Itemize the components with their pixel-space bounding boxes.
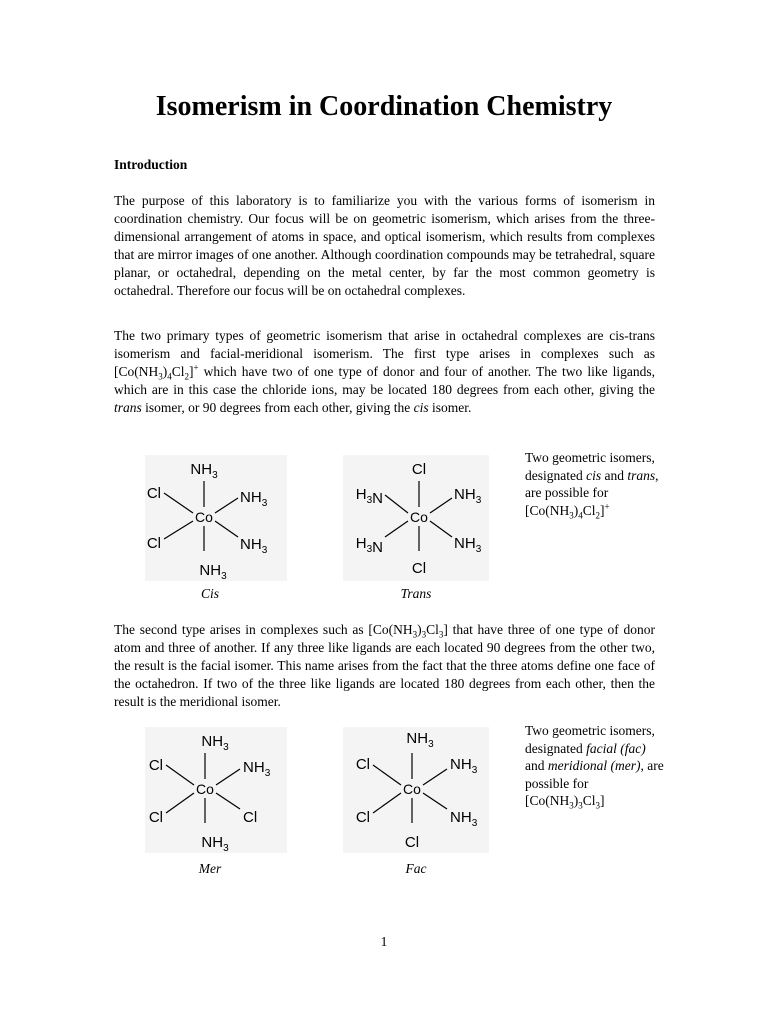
ligand-top: $NH_3$: [406, 730, 434, 750]
p2-text-4: isomer.: [428, 400, 472, 415]
formula-co-nh3-3-cl3: $[Co(NH_3)_3Cl_3]$: [368, 622, 448, 640]
bond-upper-left: [166, 765, 194, 785]
note-term-trans: trans: [627, 467, 656, 483]
metal-center: Co: [196, 781, 214, 797]
formula-co-nh3-4-cl2: $[Co(NH_3)_4Cl_2]^+$: [114, 362, 199, 382]
ligand-upper-right: $NH_3$: [450, 756, 478, 776]
ligand-bottom: $NH_3$: [201, 834, 229, 853]
bond-lower-right: [215, 521, 238, 537]
caption-cis: Cis: [200, 586, 219, 601]
p3-text-2: that have three of one type of donor atom and three of another. If any three like ligands are each located 90 degrees from the other two, the result is the facial isomer. This name arises from the fact that the three atoms define one face of the octahedron. If two of the three like ligands are located 180 degrees from each other, then the result is the meridional isomer.: [114, 622, 655, 709]
ligand-upper-left: $H_3N$: [355, 486, 383, 507]
ligand-top: Cl: [411, 461, 427, 478]
note-formula: $[Co(NH_3)_4Cl_2]^+$: [525, 501, 610, 521]
ligand-lower-right: $NH_3$: [450, 809, 478, 829]
note-formula: $[Co(NH_3)_3Cl_3]$: [525, 793, 605, 811]
note-and: and: [601, 467, 628, 483]
bond-lower-right: [423, 793, 447, 809]
ligand-lower-left: Cl: [146, 535, 161, 552]
mer-diagram: [145, 727, 287, 853]
ligand-lower-left: Cl: [355, 809, 370, 826]
note-and: and: [525, 758, 548, 773]
p2-text-1: The two primary types of geometric isomerism that arise in octahedral complexes are cis-trans isomerism and facial-meridional isomerism. The first type arises in complexes such as: [114, 328, 655, 361]
paragraph-fac-mer: [114, 621, 655, 711]
note-rest: , are possible for: [525, 467, 659, 500]
sidebar-note-cis-trans: [525, 449, 665, 519]
bond-upper-left: [385, 495, 408, 513]
section-heading-introduction: Introduction: [114, 157, 188, 172]
term-cis: cis: [413, 400, 429, 415]
bond-lower-left: [164, 521, 193, 539]
structure-mer: [145, 727, 287, 853]
bond-upper-right: [430, 498, 452, 513]
ligand-bottom: $NH_3$: [199, 562, 227, 581]
paragraph-intro: The purpose of this laboratory is to familiarize you with the various forms of isomerism in coordination chemistry. Our focus will be on geometric isomerism, which arises from the three-dimensional arrangement of atoms in space, and optical isomerism, which results from complexes that are mirror images of one another. Although coordination compounds may be tetrahedral, square planar, or octahedral, depending on the metal center, by far the most common geometry is octahedral. Therefore our focus will be on octahedral complexes.: [114, 193, 655, 298]
p3-text-1: The second type arises in complexes such as: [114, 622, 369, 637]
ligand-lower-right: Cl: [243, 809, 258, 826]
structure-cis: [145, 455, 287, 581]
ligand-lower-right: $NH_3$: [454, 535, 482, 555]
note-term-facial: facial (fac): [586, 740, 646, 756]
trans-diagram: [343, 455, 489, 581]
structure-trans: [343, 455, 489, 581]
ligand-top: $NH_3$: [201, 733, 229, 753]
ligand-lower-right: $NH_3$: [240, 536, 268, 556]
ligand-lower-left: Cl: [148, 809, 163, 826]
caption-mer: Mer: [198, 861, 222, 876]
sidebar-note-fac-mer: [525, 722, 665, 810]
ligand-upper-left: Cl: [355, 756, 370, 773]
bond-upper-right: [215, 498, 238, 513]
note-rest: , are possible for: [525, 758, 664, 791]
note-text: Two geometric isomers, designated: [525, 723, 655, 756]
p2-text-3: isomer, or 90 degrees from each other, giving the: [141, 400, 414, 415]
page-number: 1: [380, 934, 388, 949]
bond-upper-right: [216, 769, 240, 785]
p2-text-2: which have two of one type of donor and four of another. The two like ligands, which are in this case the chloride ions, may be located 180 degrees from each other, giving the: [114, 364, 655, 397]
ligand-lower-left: $H_3N$: [355, 535, 383, 556]
term-trans: trans: [114, 400, 142, 415]
bond-upper-left: [164, 493, 193, 513]
caption-fac: Fac: [405, 861, 427, 876]
caption-trans: Trans: [400, 586, 432, 601]
cis-diagram: [145, 455, 287, 581]
note-text: Two geometric isomers, designated: [525, 450, 655, 483]
bond-lower-right: [216, 793, 240, 809]
ligand-upper-right: $NH_3$: [454, 486, 482, 506]
ligand-upper-right: $NH_3$: [240, 489, 268, 509]
ligand-top: $NH_3$: [190, 461, 218, 481]
page-title: Isomerism in Coordination Chemistry: [155, 91, 613, 122]
metal-center: Co: [410, 509, 428, 525]
metal-center: Co: [403, 781, 421, 797]
ligand-upper-left: Cl: [148, 757, 163, 774]
metal-center: Co: [195, 509, 213, 525]
bond-upper-right: [423, 769, 447, 785]
paragraph-cis-trans: [114, 327, 655, 417]
structure-fac: [343, 727, 489, 853]
note-term-meridional: meridional (mer): [547, 758, 641, 773]
bond-lower-right: [430, 521, 452, 537]
bond-lower-left: [373, 793, 401, 813]
bond-lower-left: [385, 521, 408, 537]
ligand-upper-right: $NH_3$: [243, 759, 271, 779]
ligand-bottom: Cl: [411, 560, 427, 577]
bond-upper-left: [373, 765, 401, 785]
ligand-upper-left: Cl: [146, 485, 161, 502]
ligand-bottom: Cl: [404, 834, 420, 851]
fac-diagram: [343, 727, 489, 853]
note-term-cis: cis: [586, 467, 602, 483]
bond-lower-left: [166, 793, 194, 813]
